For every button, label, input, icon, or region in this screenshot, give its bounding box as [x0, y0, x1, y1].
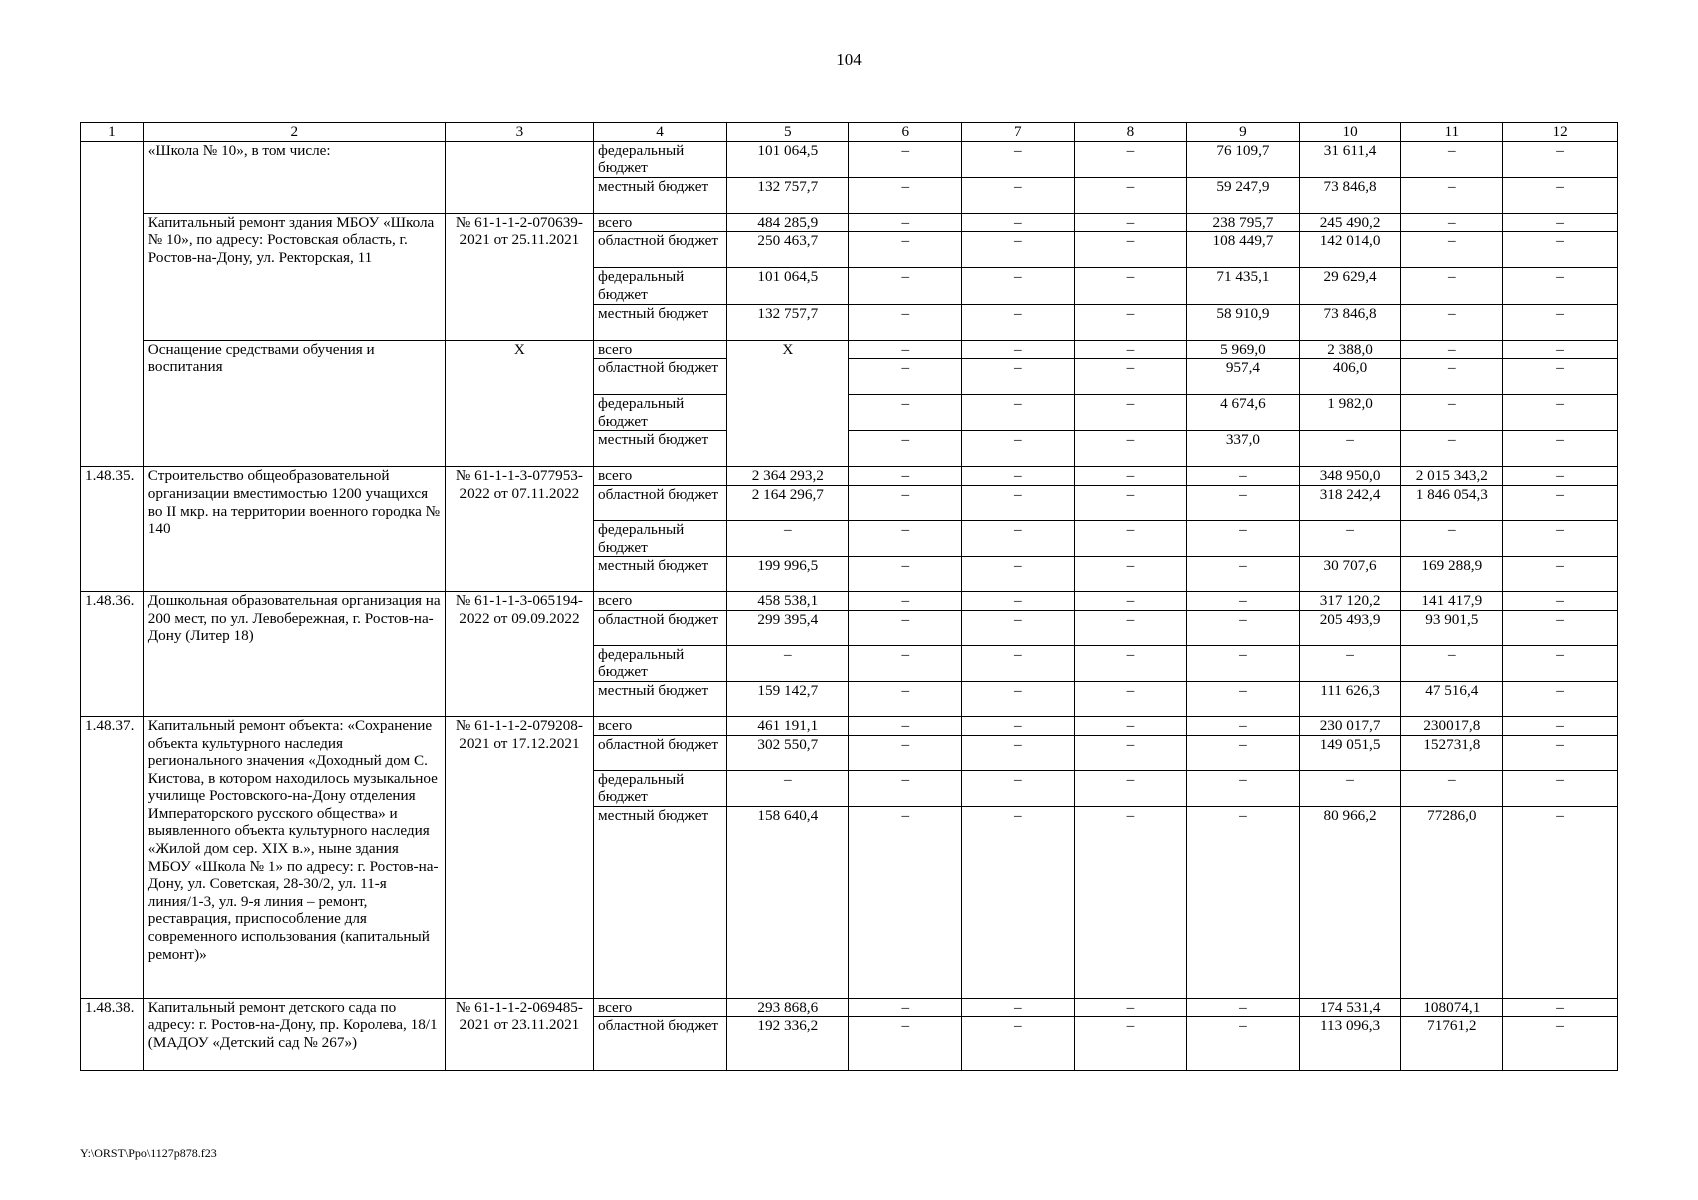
- table-cell-col10: 406,0: [1299, 359, 1401, 395]
- table-cell-col11: 141 417,9: [1401, 592, 1503, 611]
- table-cell-col11: 77286,0: [1401, 806, 1503, 998]
- page-number: 104: [836, 50, 862, 69]
- table-cell-col6: –: [849, 467, 962, 486]
- table-cell-col4: местный бюджет: [594, 431, 727, 467]
- table-cell-col11: –: [1401, 340, 1503, 359]
- table-cell-col12: –: [1503, 395, 1618, 431]
- table-cell-col11: 152731,8: [1401, 735, 1503, 770]
- table-cell-col9: –: [1187, 645, 1300, 681]
- table-cell-col6: –: [849, 998, 962, 1017]
- table-cell-col2: Оснащение средствами обучения и воспитания: [143, 340, 445, 467]
- table-cell-col9: 59 247,9: [1187, 177, 1300, 213]
- table-cell-col12: –: [1503, 340, 1618, 359]
- table-cell-col7: –: [962, 592, 1075, 611]
- table-cell-col7: –: [962, 998, 1075, 1017]
- table-cell-col11: –: [1401, 395, 1503, 431]
- table-row: [81, 141, 1618, 177]
- table-cell-col6: –: [849, 592, 962, 611]
- table-row: [81, 716, 1618, 735]
- table-cell-col3: [445, 141, 593, 213]
- table-cell-col5: 458 538,1: [727, 592, 849, 611]
- table-cell-col6: –: [849, 770, 962, 806]
- table-cell-col10: 348 950,0: [1299, 467, 1401, 486]
- table-cell-col11: –: [1401, 141, 1503, 177]
- header-cell: 3: [445, 123, 593, 142]
- table-cell-col7: –: [962, 213, 1075, 232]
- table-cell-col5: 199 996,5: [727, 557, 849, 592]
- table-cell-col5: 302 550,7: [727, 735, 849, 770]
- table-cell-col2: Капитальный ремонт объекта: «Сохранение объекта культурного наследия регионального значения «Доходный дом С. Кистова, в котором находилось музыкальное училище Ростовского-на-Дону отделения Императорского русского общества» и выявленного объекта культурного наследия «Жилой дом сер. XIX в.», ныне здания МБОУ «Школа № 1» по адресу: г. Ростов-на-Дону, ул. Советская, 28-30/2, ул. 11-я линия/1-3, ул. 9-я линия – ремонт, реставрация, приспособление для современного использования (капитальный ремонт)»: [143, 716, 445, 998]
- table-cell-col7: –: [962, 268, 1075, 304]
- table-cell-col6: –: [849, 681, 962, 716]
- table-cell-col5: Х: [727, 340, 849, 467]
- table-cell-col4: местный бюджет: [594, 806, 727, 998]
- table-cell-col4: всего: [594, 716, 727, 735]
- table-cell-col11: 2 015 343,2: [1401, 467, 1503, 486]
- table-cell-col7: –: [962, 520, 1075, 556]
- table-cell-col4: всего: [594, 213, 727, 232]
- table-cell-col8: –: [1074, 395, 1187, 431]
- table-cell-col2: «Школа № 10», в том числе:: [143, 141, 445, 213]
- table-cell-col10: –: [1299, 520, 1401, 556]
- table-cell-col8: –: [1074, 645, 1187, 681]
- table-cell-col9: 58 910,9: [1187, 304, 1300, 340]
- header-cell: 7: [962, 123, 1075, 142]
- table-cell-col8: –: [1074, 681, 1187, 716]
- table-row: [81, 213, 1618, 232]
- table-cell-col4: областной бюджет: [594, 1017, 727, 1071]
- table-cell-col9: 76 109,7: [1187, 141, 1300, 177]
- table-cell-col9: 71 435,1: [1187, 268, 1300, 304]
- table-cell-col2: Строительство общеобразовательной организации вместимостью 1200 учащихся во II мкр. на территории военного городка № 140: [143, 467, 445, 592]
- table-cell-col9: –: [1187, 592, 1300, 611]
- table-cell-col1: 1.48.36.: [81, 592, 144, 717]
- table-cell-col8: –: [1074, 770, 1187, 806]
- table-cell-col12: –: [1503, 467, 1618, 486]
- table-cell-col4: областной бюджет: [594, 610, 727, 645]
- table-cell-col9: –: [1187, 770, 1300, 806]
- table-cell-col7: –: [962, 485, 1075, 520]
- table-cell-col9: –: [1187, 485, 1300, 520]
- table-cell-col1: 1.48.38.: [81, 998, 144, 1071]
- table-cell-col5: 299 395,4: [727, 610, 849, 645]
- table-cell-col11: –: [1401, 645, 1503, 681]
- table-cell-col4: федеральный бюджет: [594, 141, 727, 177]
- table-cell-col4: всего: [594, 998, 727, 1017]
- table-cell-col3: № 61-1-1-2-069485-2021 от 23.11.2021: [445, 998, 593, 1071]
- table-cell-col7: –: [962, 1017, 1075, 1071]
- table-cell-col9: –: [1187, 716, 1300, 735]
- table-cell-col2: Капитальный ремонт детского сада по адресу: г. Ростов-на-Дону, пр. Королева, 18/1 (МАДОУ «Детский сад № 267»): [143, 998, 445, 1071]
- table-cell-col6: –: [849, 735, 962, 770]
- table-cell-col9: –: [1187, 467, 1300, 486]
- table-cell-col12: –: [1503, 304, 1618, 340]
- table-cell-col9: –: [1187, 557, 1300, 592]
- table-cell-col6: –: [849, 340, 962, 359]
- table-cell-col11: –: [1401, 304, 1503, 340]
- header-cell: 5: [727, 123, 849, 142]
- table-cell-col11: 169 288,9: [1401, 557, 1503, 592]
- table-cell-col6: –: [849, 806, 962, 998]
- table-cell-col12: –: [1503, 268, 1618, 304]
- table-cell-col8: –: [1074, 998, 1187, 1017]
- table-cell-col8: –: [1074, 232, 1187, 268]
- table-cell-col12: –: [1503, 485, 1618, 520]
- table-cell-col12: –: [1503, 735, 1618, 770]
- table-cell-col6: –: [849, 645, 962, 681]
- table-cell-col7: –: [962, 395, 1075, 431]
- table-cell-col8: –: [1074, 177, 1187, 213]
- table-cell-col10: 205 493,9: [1299, 610, 1401, 645]
- table-cell-col5: 293 868,6: [727, 998, 849, 1017]
- table-cell-col5: 132 757,7: [727, 177, 849, 213]
- table-cell-col10: 230 017,7: [1299, 716, 1401, 735]
- table-cell-col12: –: [1503, 557, 1618, 592]
- header-cell: 2: [143, 123, 445, 142]
- table-cell-col11: 47 516,4: [1401, 681, 1503, 716]
- table-cell-col4: областной бюджет: [594, 359, 727, 395]
- table-cell-col5: –: [727, 645, 849, 681]
- table-cell-col12: –: [1503, 1017, 1618, 1071]
- table-cell-col11: –: [1401, 213, 1503, 232]
- table-cell-col9: 4 674,6: [1187, 395, 1300, 431]
- table-cell-col12: –: [1503, 998, 1618, 1017]
- table-cell-col10: 245 490,2: [1299, 213, 1401, 232]
- table-cell-col8: –: [1074, 467, 1187, 486]
- table-cell-col7: –: [962, 681, 1075, 716]
- table-cell-col11: 108074,1: [1401, 998, 1503, 1017]
- table-cell-col5: 101 064,5: [727, 268, 849, 304]
- table-cell-col5: 2 364 293,2: [727, 467, 849, 486]
- table-cell-col10: 111 626,3: [1299, 681, 1401, 716]
- table-cell-col2: Капитальный ремонт здания МБОУ «Школа № 10», по адресу: Ростовская область, г. Ростов-на-Дону, ул. Ректорская, 11: [143, 213, 445, 340]
- table-cell-col8: –: [1074, 557, 1187, 592]
- table-row: [81, 592, 1618, 611]
- table-cell-col7: –: [962, 340, 1075, 359]
- table-cell-col7: –: [962, 557, 1075, 592]
- table-cell-col3: № 61-1-1-3-077953-2022 от 07.11.2022: [445, 467, 593, 592]
- table-cell-col8: –: [1074, 141, 1187, 177]
- table-cell-col11: 71761,2: [1401, 1017, 1503, 1071]
- table-cell-col6: –: [849, 304, 962, 340]
- table-cell-col10: 73 846,8: [1299, 177, 1401, 213]
- table-cell-col7: –: [962, 304, 1075, 340]
- table-cell-col5: 250 463,7: [727, 232, 849, 268]
- header-cell: 10: [1299, 123, 1401, 142]
- table-cell-col4: федеральный бюджет: [594, 268, 727, 304]
- table-cell-col12: –: [1503, 213, 1618, 232]
- table-cell-col12: –: [1503, 716, 1618, 735]
- table-cell-col11: 1 846 054,3: [1401, 485, 1503, 520]
- header-cell: 1: [81, 123, 144, 142]
- table-cell-col11: 93 901,5: [1401, 610, 1503, 645]
- table-cell-col12: –: [1503, 610, 1618, 645]
- table-cell-col7: –: [962, 177, 1075, 213]
- table-cell-col10: 31 611,4: [1299, 141, 1401, 177]
- table-cell-col6: –: [849, 141, 962, 177]
- table-cell-col8: –: [1074, 735, 1187, 770]
- table-cell-col8: –: [1074, 304, 1187, 340]
- table-cell-col12: –: [1503, 177, 1618, 213]
- table-cell-col8: –: [1074, 592, 1187, 611]
- table-cell-col2: Дошкольная образовательная организация на 200 мест, по ул. Левобережная, г. Ростов-на-Дону (Литер 18): [143, 592, 445, 717]
- table-cell-col4: местный бюджет: [594, 557, 727, 592]
- table-cell-col11: –: [1401, 770, 1503, 806]
- table-cell-col11: –: [1401, 359, 1503, 395]
- table-cell-col10: 317 120,2: [1299, 592, 1401, 611]
- table-cell-col9: –: [1187, 735, 1300, 770]
- table-cell-col12: –: [1503, 520, 1618, 556]
- table-cell-col5: 132 757,7: [727, 304, 849, 340]
- table-cell-col9: 337,0: [1187, 431, 1300, 467]
- table-body: [81, 141, 1618, 1071]
- table-cell-col4: федеральный бюджет: [594, 395, 727, 431]
- table-cell-col6: –: [849, 610, 962, 645]
- table-cell-col4: всего: [594, 467, 727, 486]
- table-cell-col12: –: [1503, 431, 1618, 467]
- table-cell-col6: –: [849, 213, 962, 232]
- table-cell-col12: –: [1503, 232, 1618, 268]
- table-cell-col9: –: [1187, 1017, 1300, 1071]
- table-cell-col5: 484 285,9: [727, 213, 849, 232]
- table-cell-col1: 1.48.37.: [81, 716, 144, 998]
- table-cell-col6: –: [849, 520, 962, 556]
- table-cell-col8: –: [1074, 806, 1187, 998]
- table-cell-col11: 230017,8: [1401, 716, 1503, 735]
- table-cell-col10: 2 388,0: [1299, 340, 1401, 359]
- header-row: [81, 123, 1618, 142]
- table-cell-col10: 142 014,0: [1299, 232, 1401, 268]
- table-cell-col4: областной бюджет: [594, 232, 727, 268]
- table-cell-col4: областной бюджет: [594, 485, 727, 520]
- table-cell-col7: –: [962, 806, 1075, 998]
- table-cell-col6: –: [849, 268, 962, 304]
- table-cell-col5: 461 191,1: [727, 716, 849, 735]
- table-cell-col7: –: [962, 770, 1075, 806]
- table-cell-col5: 159 142,7: [727, 681, 849, 716]
- table-cell-col7: –: [962, 467, 1075, 486]
- table-cell-col10: 73 846,8: [1299, 304, 1401, 340]
- table-cell-col12: –: [1503, 770, 1618, 806]
- table-cell-col10: 1 982,0: [1299, 395, 1401, 431]
- table-cell-col10: –: [1299, 431, 1401, 467]
- table-row: [81, 467, 1618, 486]
- table-cell-col11: –: [1401, 431, 1503, 467]
- footer-path: Y:\ORST\Ppo\1127p878.f23: [80, 1146, 217, 1160]
- table-cell-col5: 2 164 296,7: [727, 485, 849, 520]
- table-cell-col4: федеральный бюджет: [594, 645, 727, 681]
- table-cell-col10: –: [1299, 645, 1401, 681]
- table-cell-col9: –: [1187, 998, 1300, 1017]
- table-cell-col12: –: [1503, 681, 1618, 716]
- table-cell-col5: 101 064,5: [727, 141, 849, 177]
- table-row: [81, 340, 1618, 359]
- table-cell-col8: –: [1074, 268, 1187, 304]
- table-cell-col7: –: [962, 610, 1075, 645]
- table-cell-col7: –: [962, 359, 1075, 395]
- table-cell-col7: –: [962, 716, 1075, 735]
- table-cell-col6: –: [849, 359, 962, 395]
- table-cell-col5: 192 336,2: [727, 1017, 849, 1071]
- table-cell-col9: –: [1187, 681, 1300, 716]
- table-cell-col3: № 61-1-1-2-079208-2021 от 17.12.2021: [445, 716, 593, 998]
- table-cell-col11: –: [1401, 520, 1503, 556]
- table-cell-col9: –: [1187, 520, 1300, 556]
- table-cell-col3: № 61-1-1-2-070639-2021 от 25.11.2021: [445, 213, 593, 340]
- table-cell-col9: –: [1187, 806, 1300, 998]
- table-cell-col6: –: [849, 485, 962, 520]
- header-cell: 12: [1503, 123, 1618, 142]
- table-cell-col3: № 61-1-1-3-065194-2022 от 09.09.2022: [445, 592, 593, 717]
- table-cell-col4: федеральный бюджет: [594, 520, 727, 556]
- table-cell-col12: –: [1503, 592, 1618, 611]
- table-cell-col6: –: [849, 716, 962, 735]
- table-cell-col6: –: [849, 1017, 962, 1071]
- table-cell-col9: 238 795,7: [1187, 213, 1300, 232]
- table-cell-col10: –: [1299, 770, 1401, 806]
- table-cell-col11: –: [1401, 232, 1503, 268]
- table-cell-col12: –: [1503, 806, 1618, 998]
- table-cell-col11: –: [1401, 268, 1503, 304]
- table-cell-col12: –: [1503, 359, 1618, 395]
- table-cell-col6: –: [849, 431, 962, 467]
- table-cell-col8: –: [1074, 1017, 1187, 1071]
- table-cell-col7: –: [962, 735, 1075, 770]
- table-cell-col10: 29 629,4: [1299, 268, 1401, 304]
- table-cell-col8: –: [1074, 610, 1187, 645]
- table-cell-col6: –: [849, 395, 962, 431]
- table-cell-col4: местный бюджет: [594, 304, 727, 340]
- table-cell-col11: –: [1401, 177, 1503, 213]
- table-cell-col6: –: [849, 557, 962, 592]
- table-cell-col9: 957,4: [1187, 359, 1300, 395]
- table-cell-col6: –: [849, 177, 962, 213]
- table-cell-col9: 108 449,7: [1187, 232, 1300, 268]
- table-cell-col6: –: [849, 232, 962, 268]
- table-cell-col10: 30 707,6: [1299, 557, 1401, 592]
- table-cell-col10: 113 096,3: [1299, 1017, 1401, 1071]
- table-cell-col4: федеральный бюджет: [594, 770, 727, 806]
- table-cell-col4: областной бюджет: [594, 735, 727, 770]
- budget-table: [80, 122, 1618, 1071]
- table-cell-col8: –: [1074, 340, 1187, 359]
- table-cell-col10: 80 966,2: [1299, 806, 1401, 998]
- header-cell: 4: [594, 123, 727, 142]
- table-cell-col4: всего: [594, 592, 727, 611]
- table-cell-col5: –: [727, 520, 849, 556]
- table-cell-col8: –: [1074, 213, 1187, 232]
- table-cell-col5: 158 640,4: [727, 806, 849, 998]
- table-cell-col4: местный бюджет: [594, 177, 727, 213]
- table-cell-col8: –: [1074, 716, 1187, 735]
- table-cell-col12: –: [1503, 141, 1618, 177]
- table-cell-col8: –: [1074, 359, 1187, 395]
- table-cell-col8: –: [1074, 431, 1187, 467]
- table-cell-col7: –: [962, 232, 1075, 268]
- table-cell-col7: –: [962, 645, 1075, 681]
- table-cell-col8: –: [1074, 485, 1187, 520]
- table-cell-col10: 174 531,4: [1299, 998, 1401, 1017]
- table-cell-col3: Х: [445, 340, 593, 467]
- table-cell-col12: –: [1503, 645, 1618, 681]
- table-cell-col4: местный бюджет: [594, 681, 727, 716]
- table-cell-col10: 149 051,5: [1299, 735, 1401, 770]
- table-cell-col10: 318 242,4: [1299, 485, 1401, 520]
- table-cell-col9: 5 969,0: [1187, 340, 1300, 359]
- table-row: [81, 998, 1618, 1017]
- header-cell: 11: [1401, 123, 1503, 142]
- header-cell: 8: [1074, 123, 1187, 142]
- table-cell-col7: –: [962, 141, 1075, 177]
- header-cell: 9: [1187, 123, 1300, 142]
- table-cell-col1: [81, 141, 144, 467]
- table-cell-col5: –: [727, 770, 849, 806]
- table-cell-col1: 1.48.35.: [81, 467, 144, 592]
- table-cell-col7: –: [962, 431, 1075, 467]
- header-cell: 6: [849, 123, 962, 142]
- table-cell-col8: –: [1074, 520, 1187, 556]
- table-cell-col9: –: [1187, 610, 1300, 645]
- table-cell-col4: всего: [594, 340, 727, 359]
